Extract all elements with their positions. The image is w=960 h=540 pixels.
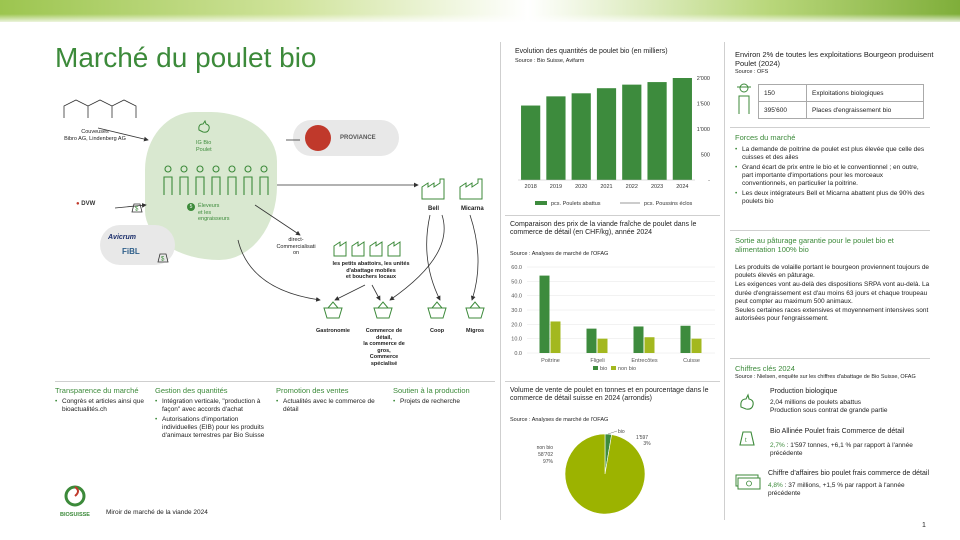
slice-value: 1'597 [635,435,649,441]
y-tick-label: 1'500 [696,101,710,108]
keys-title: Chiffres clés 2024 [735,364,795,373]
slice-label: non bio [536,445,553,451]
list-item: • Autorisations d'importation individuelles (EIB) pour les produits d'animaux terrestres par Bio Suisse [155,416,265,440]
key-pct: 4,8% [768,482,783,490]
bar [521,106,540,180]
legend-label: bio [600,366,608,372]
bar [587,329,597,353]
x-tick-label: 2019 [549,184,563,190]
list-item: • La demande de poitrine de poulet est plus élevée que celle des cuisses et des ailes [735,146,930,162]
y-tick-label: 0.0 [514,351,522,357]
slice-value: 58'702 [538,452,553,458]
x-tick-label: 2021 [600,184,613,190]
bottom-divider [55,381,495,382]
eleveurs-label: Éleveurs et les engraisseurs [198,203,230,222]
legend-label: pcs. Poussins éclos [644,201,693,207]
forces-list [735,146,930,208]
bar [634,326,644,353]
list-item: • Grand écart de prix entre le bio et le conventionnel ; en outre, part importante d'importations pour les morceaux conventionnels, en particulier la poitrine. [735,164,930,188]
chart-volume-title: Volume de vente de poulet en tonnes et en pourcentage dans le commerce de détail suisse en 2024 (arrondis) [510,387,709,402]
list-item: • Projets de recherche [393,398,493,406]
transparency-section [55,386,145,416]
x-tick-label: 2023 [650,184,664,190]
key-production [770,388,935,416]
x-tick-label: Entrecôtes [631,358,658,364]
money-bag-icon [130,200,144,219]
legend-label: non bio [618,366,637,372]
fibl-logo: FiBL [122,247,140,256]
bar [647,82,666,180]
chart-prices [505,260,720,380]
bar [622,85,641,180]
page-number: 1 [922,522,926,529]
key-retail-volume [770,428,935,459]
channel-coop: Coop [430,328,445,334]
bar [598,339,608,353]
proviande-label: PROVIANCE [340,135,376,141]
y-tick-label: 50.0 [511,279,522,286]
bar [540,276,550,353]
dvw-logo: ● DVW [76,201,96,207]
micarna-label: Micarna [461,206,484,212]
y-tick-label: - [708,178,710,184]
x-tick-label: 2024 [676,184,689,190]
x-tick-label: Poitrine [541,358,560,364]
x-tick-label: 2020 [575,184,588,190]
chicken-icon [737,393,757,418]
table-cell: 150 [759,85,807,102]
ig-bio-label: IG Bio Poulet [196,140,212,153]
farmers-group-icon [160,163,270,202]
farms-title: Environ 2% de toutes les exploitations Bourgeon produisent Poulet (2024) [735,50,934,68]
key-line: : 1'597 tonnes, +6,1 % par rapport à l'année précédente [770,442,913,458]
x-tick-label: 2018 [524,184,537,190]
list-item: • Congrès et articles ainsi que bioactualités.ch [55,398,145,414]
quantity-section [155,386,265,442]
page-title: Marché du poulet bio [55,42,317,73]
column-divider [500,42,501,520]
table-cell: 395'600 [759,102,807,119]
basket-icon [322,300,344,325]
channel-retail: Commerce de détail, la commerce de gros, Commerce spécialisé [363,328,405,367]
pasture-text [735,264,930,323]
factory-icon [458,175,484,206]
proviande-logo-icon [305,125,331,151]
chart-quantities-title: Evolution des quantités de poulet bio (en milliers) [515,48,668,55]
leader-line [608,431,617,434]
farmer-icon [735,82,753,121]
chicken-icon [196,120,212,139]
section-heading: Transparence du marché [55,386,139,395]
y-tick-label: 20.0 [511,322,522,329]
farms-source: Source : OFS [735,69,769,75]
factory-icon [420,175,446,206]
column-divider [724,42,725,520]
key-value [770,442,935,458]
x-tick-label: Cuisse [683,358,700,364]
key-line: 2,04 millions de poulets abattus [770,399,862,407]
channel-gastronomie: Gastronomie [316,328,350,334]
abattoirs-label: les petits abattoirs, les unités d'abattage mobiles et bouchers locaux [332,261,410,280]
svg-text:$: $ [161,256,165,263]
y-tick-label: 1'000 [696,127,710,133]
bar [572,93,591,180]
couveuses-label: Couveuses Bibro AG, Lindenberg AG [64,129,126,142]
basket-icon [426,300,448,325]
table-row [759,85,924,102]
production-section [393,386,493,408]
chart-quantities-source: Source : Bio Suisse, Avifarm [515,58,585,64]
slice-label: bio [618,429,625,435]
money-icon [734,472,762,497]
legend-label: pcs. Poulets abattus [551,201,601,207]
right-divider [730,230,930,231]
forces-title: Forces du marché [735,133,796,142]
key-line: : 37 millions, +1,5 % par rapport à l'année précédente [768,482,905,498]
pie-slice [565,434,645,514]
chart-quantities [510,68,720,210]
x-tick-label: 2022 [625,184,638,190]
key-title: Chiffre d'affaires bio poulet frais commerce de détail [768,470,929,477]
table-cell: Exploitations biologiques [807,85,924,102]
avicrum-logo: Avicrum [108,234,137,241]
bar [551,321,561,353]
money-bag-icon [156,250,170,269]
chart-divider [505,215,720,216]
list-item: • Les deux intégrateurs Bell et Micarna abattent plus de 90% des poulets bio [735,190,930,206]
pasture-title: Sortie au pâturage garantie pour le poulet bio et alimentation 100% bio [735,236,894,254]
chart-prices-source: Source : Analyses de marché de l'OFAG [510,251,609,257]
legend-swatch [535,201,547,205]
bell-label: Bell [428,206,440,212]
footer-text: Miroir de marché de la viande 2024 [106,509,208,516]
bar [681,326,691,353]
direct-commercialisation-label: direct- Commercialisati on [276,237,316,256]
bar [546,96,565,180]
key-title: Production biologique [770,388,838,395]
basket-icon [372,300,394,325]
section-heading: Promotion des ventes [276,386,349,395]
promotion-section [276,386,376,416]
legend-swatch [611,366,616,370]
legend-swatch [593,366,598,370]
y-tick-label: 2'000 [696,76,710,82]
chart-divider [505,381,720,382]
right-divider [730,127,930,128]
small-factories-icon [332,236,406,263]
y-tick-label: 30.0 [511,308,522,314]
biosuisse-logo [55,485,95,518]
key-value [768,482,933,498]
y-tick-label: 500 [700,152,710,159]
table-cell: Places d'engraissement bio [807,102,924,119]
slice-pct: 97% [542,459,553,465]
y-tick-label: 60.0 [511,265,522,271]
bar [645,337,655,353]
chart-volume-source: Source : Analyses de marché de l'OFAG [510,417,609,423]
basket-icon [464,300,486,325]
chart-prices-title: Comparaison des prix de la viande fraîche de poulet dans le commerce de détail (en CHF/kg), année 2024 [510,221,697,236]
bar [597,88,616,180]
dvw-label: DVW [81,201,96,207]
x-tick-label: Fligeli [590,358,605,364]
paragraph: Seules certaines races extensives et moyennement intensives sont autorisées pour l'engraissement. [735,307,929,323]
section-heading: Gestion des quantités [155,386,228,395]
y-tick-label: 10.0 [511,336,522,343]
channel-migros: Migros [466,328,485,334]
y-tick-label: 40.0 [511,293,522,300]
right-divider [730,358,930,359]
step-badge: 5 [187,203,195,211]
list-item: • Intégration verticale, "production à façon" avec accords d'achat [155,398,265,414]
list-item: • Actualités avec le commerce de détail [276,398,376,414]
bar [673,78,692,180]
key-title: Bio Allinée Poulet frais Commerce de détail [770,428,905,435]
key-pct: 2,7% [770,442,785,450]
key-turnover [768,470,933,499]
section-heading: Soutien à la production [393,386,470,395]
sack-icon [737,428,757,453]
table-row [759,102,924,119]
svg-text:$: $ [135,206,139,213]
key-line: Production sous contrat de grande partie [770,407,888,415]
farms-table [758,84,924,119]
svg-text:t: t [745,438,747,444]
paragraph: Les produits de volaille portant le bourgeon proviennent toujours de poulets élevés en pâturage. [735,264,930,280]
paragraph: Les exigences vont au-delà des dispositions SRPA vont au-delà. La durée d'engraissement est d'au moins 63 jours et chaque troupeau peut compter au maximum 500 animaux. [735,281,930,305]
chart-volume [505,422,720,522]
bar [692,339,702,353]
logo-wordmark: BIOSUISSE [60,512,90,518]
slice-pct: 3% [643,441,651,447]
keys-source: Source : Nielsen, enquête sur les chiffres d'abattage de Bio Suisse, OFAG [735,374,916,380]
